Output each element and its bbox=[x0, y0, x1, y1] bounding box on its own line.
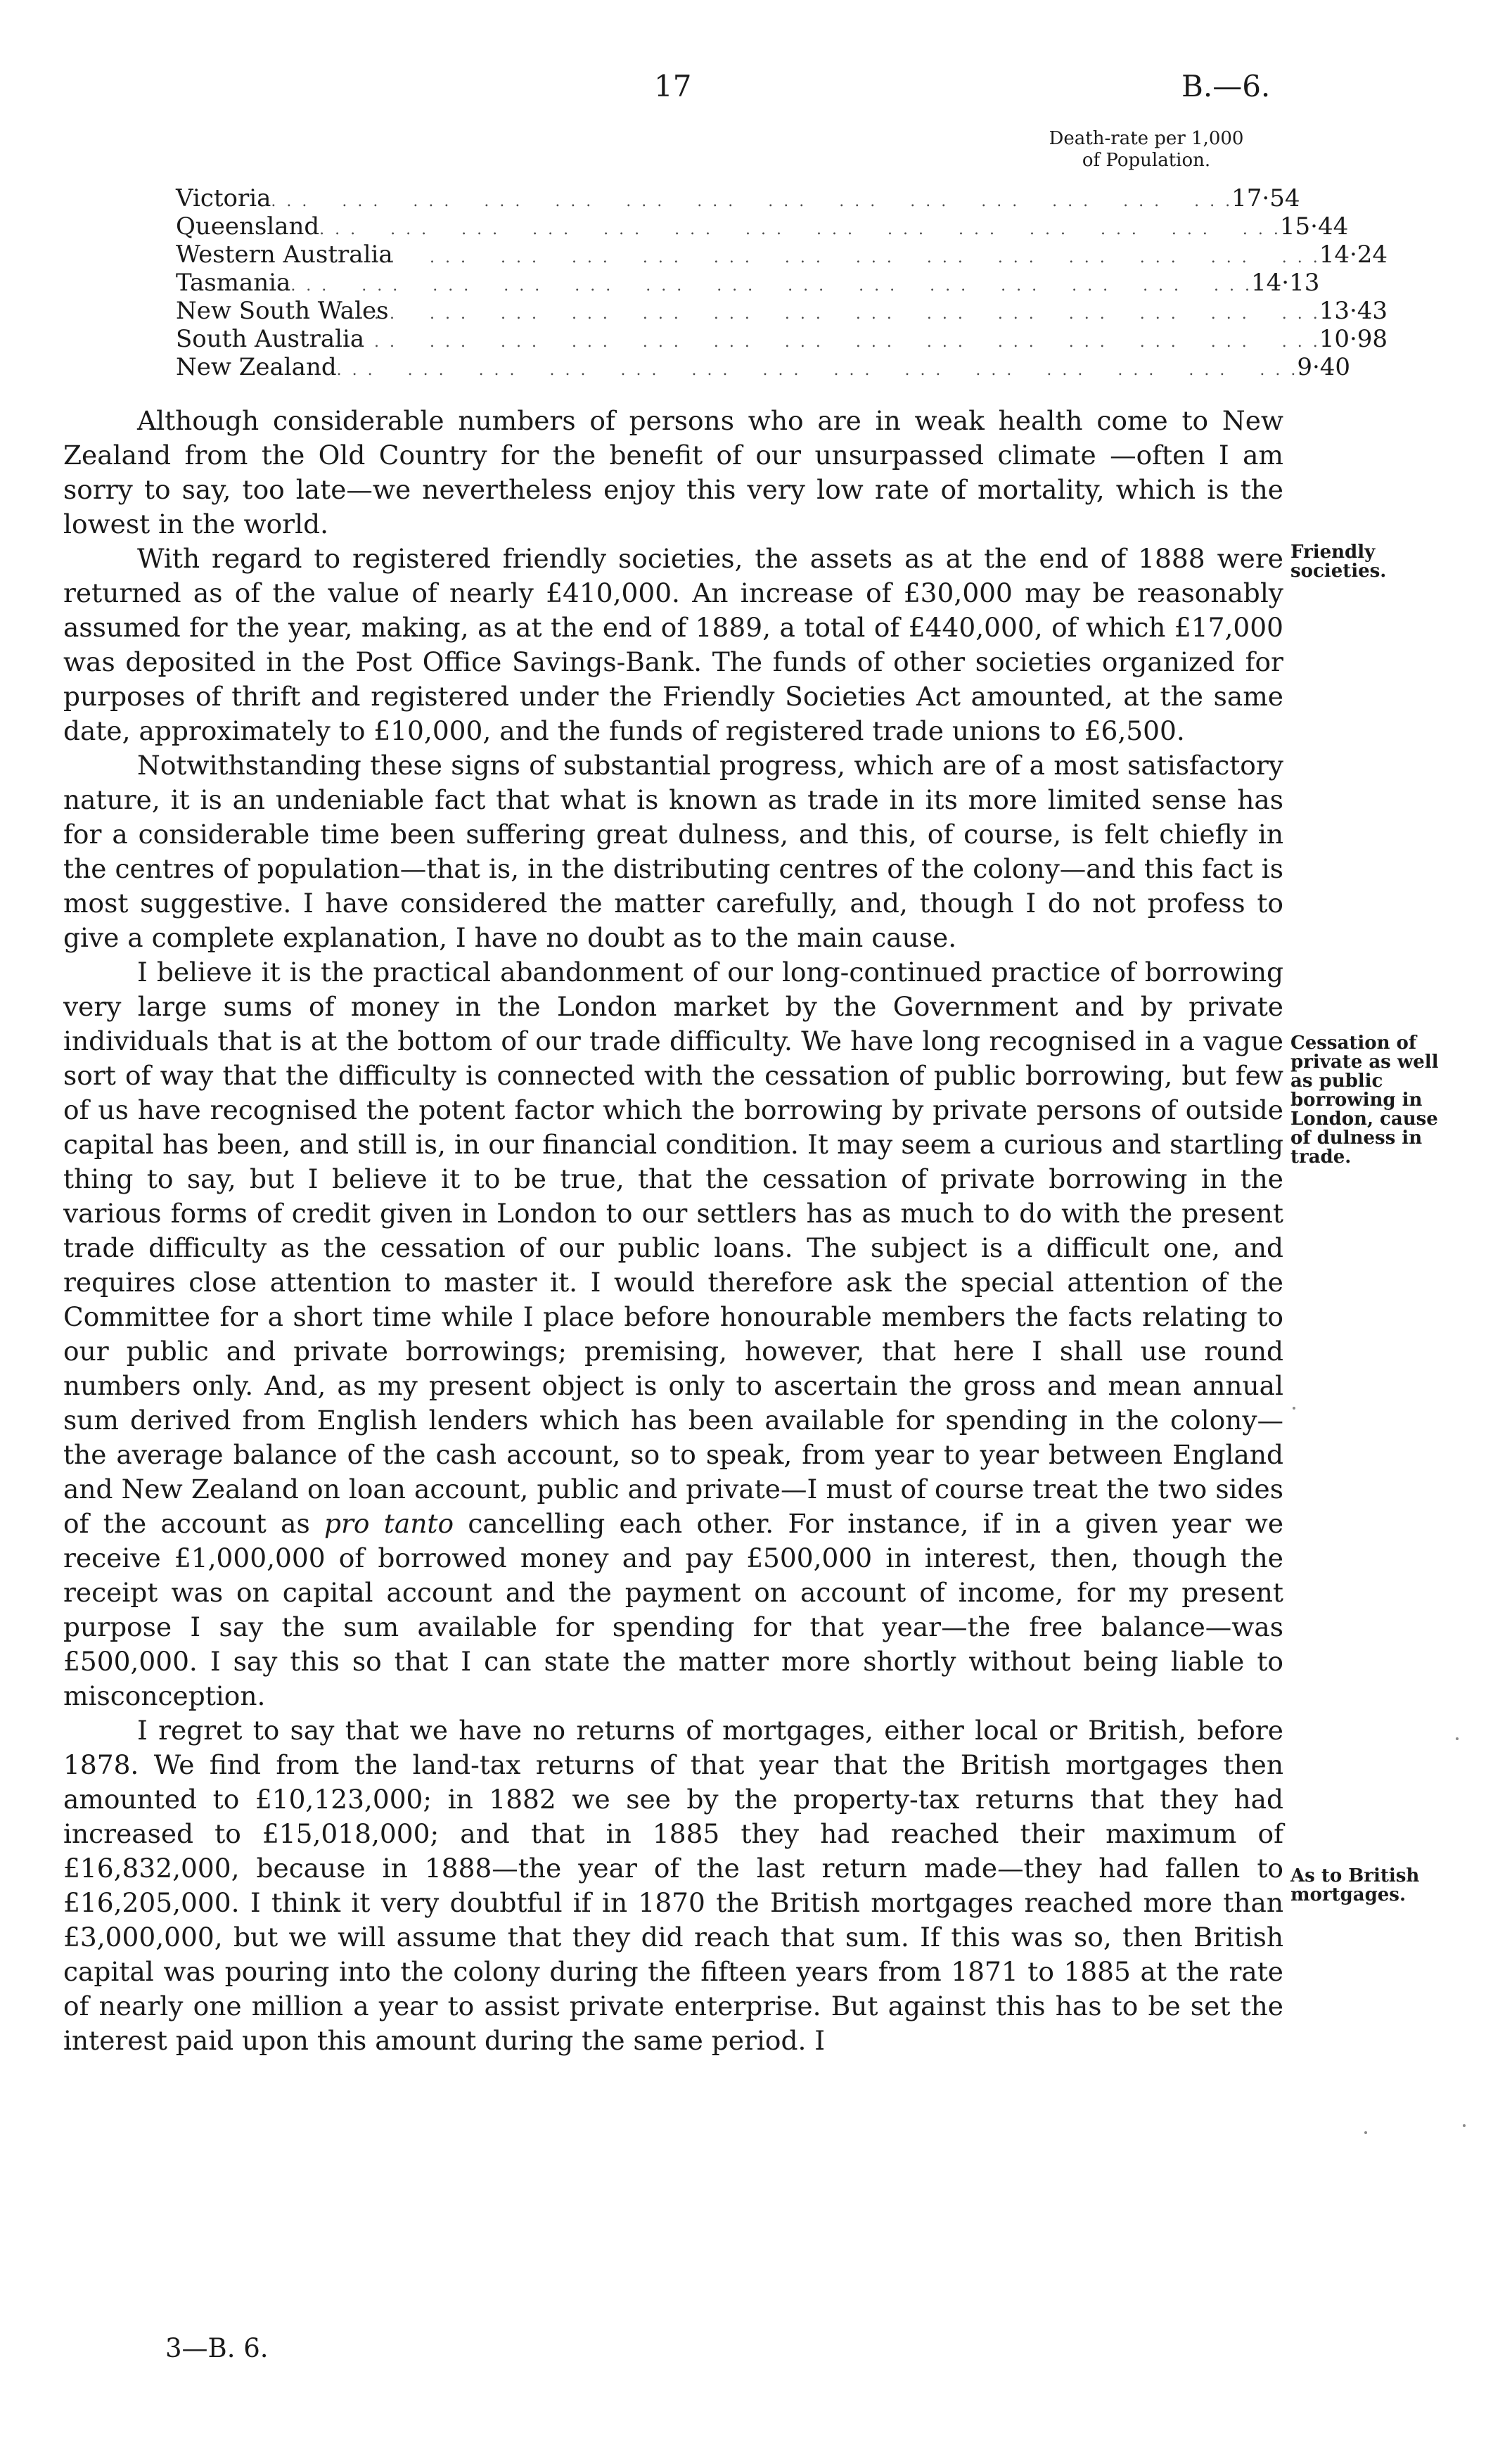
paragraph-trade-dulness: Notwithstanding these signs of substantial progress, which are of a most satisfactory nature, it is an undeniable fact that what is known as trade in its more limited sense has for a considerable time been suffering great dulness, and this, of course, is felt chiefly in the centres of population—that is, in the distributing centres of the colony—and this fact is most suggestive. I have considered the matter carefully, and, though I do not profess to give a complete explanation, I have no doubt as to the main cause. bbox=[63, 750, 1283, 953]
region-name: New South Wales bbox=[176, 297, 389, 325]
table-row bbox=[176, 212, 1349, 241]
death-rate-value: 14·24 bbox=[1319, 241, 1388, 269]
page-number: 17 bbox=[654, 69, 692, 103]
dot-leaders: . . . . . . . . . . . . . . . . . . . . . . . . . . . . . . . . . . . . . . . . . . bbox=[319, 221, 1280, 238]
dot-leaders: . . . . . . . . . . . . . . . . . . . . . . . . . . . . . . . . . . . . . . . . . . bbox=[359, 249, 1319, 267]
heading-line-1: Death-rate per 1,000 bbox=[1049, 128, 1244, 149]
region-name: Queensland bbox=[176, 212, 320, 241]
table-row bbox=[176, 184, 1300, 212]
death-rate-value: 17·54 bbox=[1231, 184, 1300, 212]
death-rate-value: 9·40 bbox=[1297, 353, 1351, 381]
paragraph-borrowing bbox=[63, 955, 1283, 1713]
paragraph-british-mortgages: I regret to say that we have no returns of mortgages, either local or British, before 1878. We find from the land-tax returns of that year that the British mortgages then amounted to £10,123,000; in 1882 we see by the property-tax returns that they had increased to £15,018,000; and that in 1885 they had reached their maximum of £16,832,000, because in 1888—the year of the last return made—they had fallen to £16,205,000. I think it very doubtful if in 1870 the British mortgages reached more than £3,000,000, but we will assume that they did reach that sum. If this was so, then British capital was pouring into the colony during the fifteen years from 1871 to 1885 at the rate of nearly one million a year to assist private enterprise. But against this has to be set the interest paid upon this amount during the same period. I bbox=[63, 1715, 1283, 2056]
margin-note-british-mortgages: As to British mortgages. bbox=[1290, 1865, 1420, 1905]
death-rate-value: 14·13 bbox=[1251, 269, 1320, 297]
dot-leaders: . . . . . . . . . . . . . . . . . . . . . . . . . . . . . . . . . . . . . . . . . . bbox=[359, 333, 1319, 351]
document-reference: B.—6. bbox=[1181, 69, 1271, 103]
dot-leaders: . . . . . . . . . . . . . . . . . . . . . . . . . . . . . . . . . . . . . . . . . . bbox=[290, 277, 1252, 295]
dot-leaders: . . . . . . . . . . . . . . . . . . . . . . . . . . . . . . . . . . . . . . . . . . bbox=[336, 362, 1298, 379]
print-speck bbox=[1364, 2131, 1367, 2134]
print-speck bbox=[1293, 1407, 1295, 1410]
print-speck bbox=[1463, 2124, 1466, 2127]
dot-leaders: . . . . . . . . . . . . . . . . . . . . . . . . . . . . . . . . . . . . . . . . . . bbox=[359, 305, 1319, 323]
print-speck bbox=[1456, 1737, 1459, 1740]
region-name: New Zealand bbox=[176, 353, 337, 381]
signature-mark: 3—B. 6. bbox=[165, 2333, 269, 2363]
paragraph-friendly-societies: With regard to registered friendly societies, the assets as at the end of 1888 were returned as of the value of nearly £410,000. An increase of £30,000 may be reasonably assumed for the year, making, as at the end of 1889, a total of £440,000, of which £17,000 was deposited in the Post Office Savings-Bank. The funds of other societies organized for purposes of thrift and registered under the Friendly Societies Act amounted, at the same date, approximately to £10,000, and the funds of registered trade unions to £6,500. bbox=[63, 543, 1283, 746]
table-row bbox=[176, 297, 1388, 325]
death-rate-value: 13·43 bbox=[1319, 297, 1388, 325]
heading-line-2: of Population. bbox=[1082, 150, 1211, 171]
italic-phrase: pro tanto bbox=[324, 1508, 454, 1539]
paragraph-borrowing-text-end: cancelling each other. For instance, if in a given year we receive £1,000,000 of borrowed money and pay £500,000 in interest, then, though the receipt was on capital account and the payment on account of income, for my present purpose I say the sum available for spending for that year—the free balance—was £500,000. I say this so that I can state the matter more shortly without being liable to misconception. bbox=[63, 1508, 1284, 1711]
table-row bbox=[176, 353, 1351, 381]
death-rate-value: 15·44 bbox=[1279, 212, 1349, 241]
margin-note-friendly-societies: Friendly societies. bbox=[1290, 542, 1387, 582]
region-name: Victoria bbox=[176, 184, 271, 212]
table-row bbox=[176, 241, 1388, 269]
margin-note-cessation-of-borrowing: Cessation of private as well as public borrowing in London, cause of dulness in trade. bbox=[1290, 1033, 1439, 1168]
dot-leaders: . . . . . . . . . . . . . . . . . . . . . . . . . . . . . . . . . . . . . . . . . . bbox=[271, 193, 1232, 210]
table-row bbox=[176, 269, 1320, 297]
death-rate-column-heading bbox=[1034, 128, 1259, 172]
paragraph-climate: Although considerable numbers of persons who are in weak health come to New Zealand from the Old Country for the benefit of our unsurpassed climate —often I am sorry to say, too late—we nevertheless enjoy this very low rate of mortality, which is the lowest in the world. bbox=[63, 405, 1283, 539]
body-text bbox=[63, 404, 1283, 2058]
region-name: Western Australia bbox=[176, 241, 393, 269]
death-rate-value: 10·98 bbox=[1319, 325, 1388, 353]
paragraph-borrowing-text: I believe it is the practical abandonment of our long-continued practice of borrowing very large sums of money in the London market by the Government and by private individuals that is at the bottom of our trade difficulty. We have long recognised in a vague sort of way that the difficulty is connected with the cessation of public borrowing, but few of us have recognised the potent factor which the borrowing by private persons of outside capital has been, and still is, in our financial condition. It may seem a curious and startling thing to say, but I believe it to be true, that the cessation of private borrowing in the various forms of credit given in London to our settlers has as much to do with the present trade difficulty as the cessation of our public loans. The subject is a difficult one, and requires close attention to master it. I would therefore ask the special attention of the Committee for a short time while I place before honourable members the facts relating to our public and private borrowings; premising, however, that here I shall use round numbers only. And, as my present object is only to ascertain the gross and mean annual sum derived from English lenders which has been available for spending in the colony—the average balance of the cash account, so to speak, from year to year between England and New Zealand on loan account, public and private—I must of course treat the two sides of the account as bbox=[63, 957, 1283, 1539]
region-name: South Australia bbox=[176, 325, 365, 353]
death-rate-table bbox=[176, 184, 1388, 381]
region-name: Tasmania bbox=[176, 269, 291, 297]
table-row bbox=[176, 325, 1388, 353]
